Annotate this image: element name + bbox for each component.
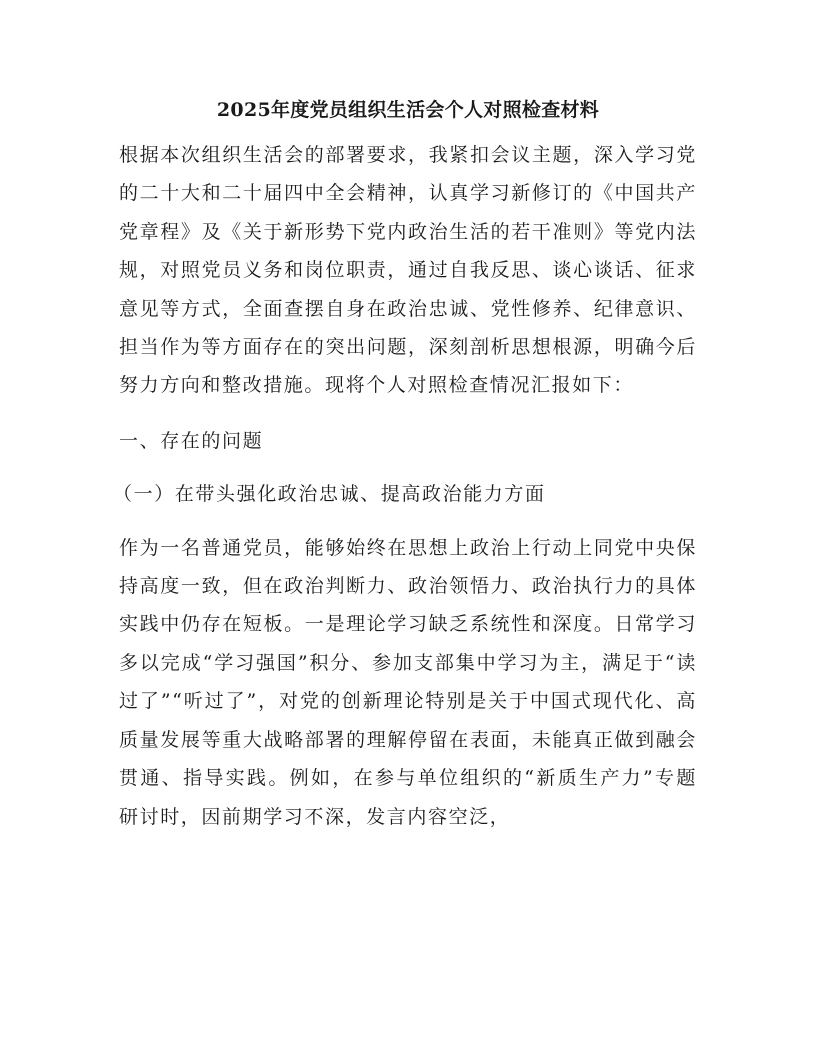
body-paragraph: 作为一名普通党员，能够始终在思想上政治上行动上同党中央保持高度一致，但在政治判断力、政治领悟力、政治执行力的具体实践中仍存在短板。一是理论学习缺乏系统性和深度。日常学习多以完成“学习强国”积分、参加支部集中学习为主，满足于“读过了”“听过了”，对党的创新理论特别是关于中国式现代化、高质量发展等重大战略部署的理解停留在表面，未能真正做到融会贯通、指导实践。例如，在参与单位组织的“新质生产力”专题研讨时，因前期学习不深，发言内容空泛， — [119, 536, 697, 828]
document-title: 2025年度党员组织生活会个人对照检查材料 — [216, 99, 600, 121]
subsection-heading: （一）在带头强化政治忠诚、提高政治能力方面 — [113, 483, 546, 506]
intro-paragraph: 根据本次组织生活会的部署要求，我紧扣会议主题，深入学习党的二十大和二十届四中全会精神，认真学习新修订的《中国共产党章程》及《关于新形势下党内政治生活的若干准则》等党内法规，对照党员义务和岗位职责，通过自我反思、谈心谈话、征求意见等方式，全面查摆自身在政治忠诚、党性修养、纪律意识、担当作为等方面存在的突出问题，深刻剖析思想根源，明确今后努力方向和整改措施。现将个人对照检查情况汇报如下： — [119, 144, 697, 397]
section-heading: 一、存在的问题 — [119, 429, 264, 452]
